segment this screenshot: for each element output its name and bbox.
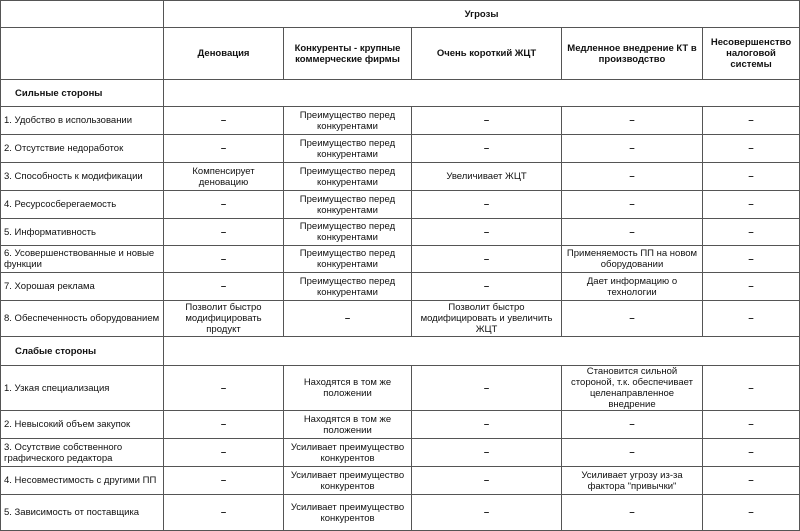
table-cell: – bbox=[412, 246, 562, 273]
table-cell: Позволит быстро модифицировать продукт bbox=[164, 301, 284, 337]
table-cell: Преимущество перед конкурентами bbox=[284, 135, 412, 163]
weaknesses-rows bbox=[1, 366, 800, 531]
table-cell: Преимущество перед конкурентами bbox=[284, 191, 412, 219]
column-header: Несовершенство налоговой системы bbox=[703, 28, 800, 80]
row-label: 5. Зависимость от поставщика bbox=[1, 495, 164, 531]
table-row bbox=[1, 191, 800, 219]
corner-cell bbox=[1, 1, 164, 28]
table-cell: – bbox=[164, 439, 284, 467]
table-cell: – bbox=[412, 219, 562, 246]
strengths-section-title: Сильные стороны bbox=[1, 80, 164, 107]
table-cell: Усиливает преимущество конкурентов bbox=[284, 439, 412, 467]
row-label: 1. Узкая специализация bbox=[1, 366, 164, 411]
table-cell: Увеличивает ЖЦТ bbox=[412, 163, 562, 191]
table-cell: – bbox=[412, 191, 562, 219]
column-header: Деновация bbox=[164, 28, 284, 80]
table-cell: – bbox=[412, 273, 562, 301]
table-cell: – bbox=[703, 163, 800, 191]
table-cell: – bbox=[562, 495, 703, 531]
table-cell: – bbox=[164, 273, 284, 301]
table-cell: – bbox=[412, 439, 562, 467]
row-label: 2. Невысокий объем закупок bbox=[1, 411, 164, 439]
row-label: 8. Обеспеченность оборудованием bbox=[1, 301, 164, 337]
threats-title: Угрозы bbox=[164, 1, 800, 28]
table-cell: – bbox=[703, 301, 800, 337]
table-cell: – bbox=[412, 467, 562, 495]
row-label: 7. Хорошая реклама bbox=[1, 273, 164, 301]
row-label: 5. Информативность bbox=[1, 219, 164, 246]
table-cell: – bbox=[164, 366, 284, 411]
table-cell: – bbox=[164, 467, 284, 495]
table-cell: – bbox=[703, 246, 800, 273]
row-label: 3. Способность к модификации bbox=[1, 163, 164, 191]
table-cell: Усиливает угрозу из-за фактора "привычки" bbox=[562, 467, 703, 495]
table-cell: – bbox=[703, 366, 800, 411]
table-cell: – bbox=[703, 495, 800, 531]
table-cell: Компенсирует деновацию bbox=[164, 163, 284, 191]
table-row bbox=[1, 439, 800, 467]
table-cell: – bbox=[164, 246, 284, 273]
table-cell: – bbox=[164, 495, 284, 531]
row-label: 1. Удобство в использовании bbox=[1, 107, 164, 135]
table-row bbox=[1, 163, 800, 191]
table-cell: – bbox=[703, 135, 800, 163]
weaknesses-section-title: Слабые стороны bbox=[1, 337, 164, 366]
table-cell: Преимущество перед конкурентами bbox=[284, 246, 412, 273]
column-header: Медленное внедрение КТ в производство bbox=[562, 28, 703, 80]
table-cell: – bbox=[412, 366, 562, 411]
table-cell: – bbox=[703, 219, 800, 246]
table-cell: – bbox=[562, 135, 703, 163]
table-cell: Преимущество перед конкурентами bbox=[284, 273, 412, 301]
table-cell: – bbox=[164, 219, 284, 246]
table-row bbox=[1, 107, 800, 135]
strengths-rows bbox=[1, 107, 800, 337]
column-header: Конкуренты - крупные коммерческие фирмы bbox=[284, 28, 412, 80]
table-cell: Дает информацию о технологии bbox=[562, 273, 703, 301]
table-cell: Позволит быстро модифицировать и увеличить ЖЦТ bbox=[412, 301, 562, 337]
row-label: 4. Ресурсосберегаемость bbox=[1, 191, 164, 219]
table-cell: Преимущество перед конкурентами bbox=[284, 107, 412, 135]
table-cell: – bbox=[412, 107, 562, 135]
table-row bbox=[1, 495, 800, 531]
column-header: Очень короткий ЖЦТ bbox=[412, 28, 562, 80]
table-cell: Преимущество перед конкурентами bbox=[284, 163, 412, 191]
table-cell: – bbox=[562, 301, 703, 337]
table-row bbox=[1, 246, 800, 273]
row-label: 6. Усовершенствованные и новые функции bbox=[1, 246, 164, 273]
section-spacer bbox=[164, 337, 800, 366]
table-cell: – bbox=[703, 107, 800, 135]
table-cell: – bbox=[412, 135, 562, 163]
table-row bbox=[1, 135, 800, 163]
section-spacer bbox=[164, 80, 800, 107]
table-cell: Находятся в том же положении bbox=[284, 366, 412, 411]
table-cell: – bbox=[562, 219, 703, 246]
table-row bbox=[1, 411, 800, 439]
table-cell: – bbox=[562, 439, 703, 467]
table-cell: – bbox=[562, 191, 703, 219]
table-cell: – bbox=[562, 107, 703, 135]
table-cell: Находятся в том же положении bbox=[284, 411, 412, 439]
table-cell: Преимущество перед конкурентами bbox=[284, 219, 412, 246]
table-cell: Усиливает преимущество конкурентов bbox=[284, 467, 412, 495]
table-cell: – bbox=[703, 439, 800, 467]
row-label: 4. Несовместимость с другими ПП bbox=[1, 467, 164, 495]
table-cell: Становится сильной стороной, т.к. обеспечивает целенаправленное внедрение bbox=[562, 366, 703, 411]
table-cell: – bbox=[703, 411, 800, 439]
table-cell: – bbox=[164, 411, 284, 439]
table-row bbox=[1, 366, 800, 411]
table-cell: Применяемость ПП на новом оборудовании bbox=[562, 246, 703, 273]
table-cell: – bbox=[703, 191, 800, 219]
row-label: 3. Осутствие собственного графического редактора bbox=[1, 439, 164, 467]
table-cell: – bbox=[164, 135, 284, 163]
table-row bbox=[1, 219, 800, 246]
table-row bbox=[1, 301, 800, 337]
table-cell: – bbox=[412, 411, 562, 439]
header-empty-cell bbox=[1, 28, 164, 80]
table-cell: – bbox=[562, 411, 703, 439]
table-row bbox=[1, 273, 800, 301]
table-cell: – bbox=[164, 191, 284, 219]
row-label: 2. Отсутствие недоработок bbox=[1, 135, 164, 163]
table-cell: – bbox=[562, 163, 703, 191]
table-cell: – bbox=[703, 273, 800, 301]
table-cell: – bbox=[412, 495, 562, 531]
table-cell: – bbox=[703, 467, 800, 495]
table-cell: – bbox=[284, 301, 412, 337]
table-cell: Усиливает преимущество конкурентов bbox=[284, 495, 412, 531]
table-row bbox=[1, 467, 800, 495]
table-cell: – bbox=[164, 107, 284, 135]
